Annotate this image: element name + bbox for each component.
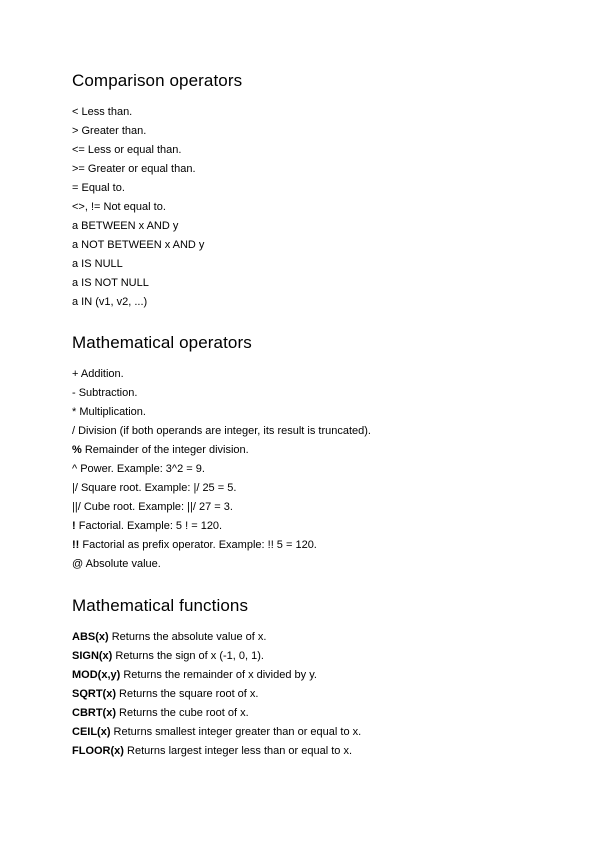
item-text: > Greater than. [72,125,147,137]
comparison-operators-list [72,103,204,312]
item-text: - Subtraction. [72,387,138,399]
item-text: < Less than. [72,106,133,118]
item-text: * Multiplication. [72,406,146,418]
item-text: a IS NULL [72,258,123,270]
mathematical-operators-list [72,365,371,574]
item-keyword: FLOOR(x) [72,745,124,757]
list-item [72,103,204,122]
list-item [72,160,204,179]
list-item [72,666,361,685]
list-item [72,742,361,761]
list-item [72,217,204,236]
item-text: Returns the sign of x (-1, 0, 1). [112,650,264,662]
item-text: Returns smallest integer greater than or equal to x. [110,726,362,738]
list-item [72,517,371,536]
list-item [72,704,361,723]
item-text: = Equal to. [72,182,125,194]
list-item [72,647,361,666]
list-item [72,479,371,498]
item-text: @ Absolute value. [72,558,161,570]
list-item [72,122,204,141]
item-keyword: MOD(x,y) [72,669,121,681]
item-keyword: ABS(x) [72,631,109,643]
item-keyword: SIGN(x) [72,650,113,662]
list-item [72,723,361,742]
list-item [72,536,371,555]
list-item [72,498,371,517]
item-text: ^ Power. Example: 3^2 = 9. [72,463,205,475]
list-item [72,179,204,198]
item-text: <>, != Not equal to. [72,201,166,213]
item-keyword: CEIL(x) [72,726,111,738]
list-item [72,422,371,441]
section-title-comparison-operators: Comparison operators [72,71,243,90]
item-text: a NOT BETWEEN x AND y [72,239,205,251]
item-text: Returns the cube root of x. [116,707,249,719]
item-keyword: SQRT(x) [72,688,116,700]
item-text: ||/ Cube root. Example: ||/ 27 = 3. [72,501,233,513]
list-item [72,555,371,574]
list-item [72,460,371,479]
item-keyword: ! [72,520,76,532]
list-item [72,441,371,460]
item-text: Factorial as prefix operator. Example: !! 5 = 120. [79,539,317,551]
item-keyword: CBRT(x) [72,707,116,719]
item-text: <= Less or equal than. [72,144,182,156]
section-title-mathematical-operators: Mathematical operators [72,333,252,352]
item-text: Returns the absolute value of x. [108,631,267,643]
list-item [72,628,361,647]
item-text: Factorial. Example: 5 ! = 120. [75,520,223,532]
list-item [72,236,204,255]
item-text: a IN (v1, v2, ...) [72,296,148,308]
item-text: >= Greater or equal than. [72,163,196,175]
item-text: |/ Square root. Example: |/ 25 = 5. [72,482,237,494]
item-text: Returns the remainder of x divided by y. [120,669,317,681]
item-text: a BETWEEN x AND y [72,220,179,232]
list-item [72,293,204,312]
item-keyword: % [72,444,82,456]
item-text: a IS NOT NULL [72,277,149,289]
list-item [72,141,204,160]
section-title-mathematical-functions: Mathematical functions [72,596,249,615]
list-item [72,365,371,384]
list-item [72,403,371,422]
item-text: Returns largest integer less than or equal to x. [123,745,353,757]
list-item [72,198,204,217]
item-text: Returns the square root of x. [116,688,259,700]
list-item [72,274,204,293]
mathematical-functions-list [72,628,361,761]
item-text: / Division (if both operands are integer, its result is truncated). [72,425,371,437]
item-text: + Addition. [72,368,124,380]
list-item [72,255,204,274]
item-text: Remainder of the integer division. [81,444,249,456]
list-item [72,384,371,403]
item-keyword: !! [72,539,80,551]
list-item [72,685,361,704]
